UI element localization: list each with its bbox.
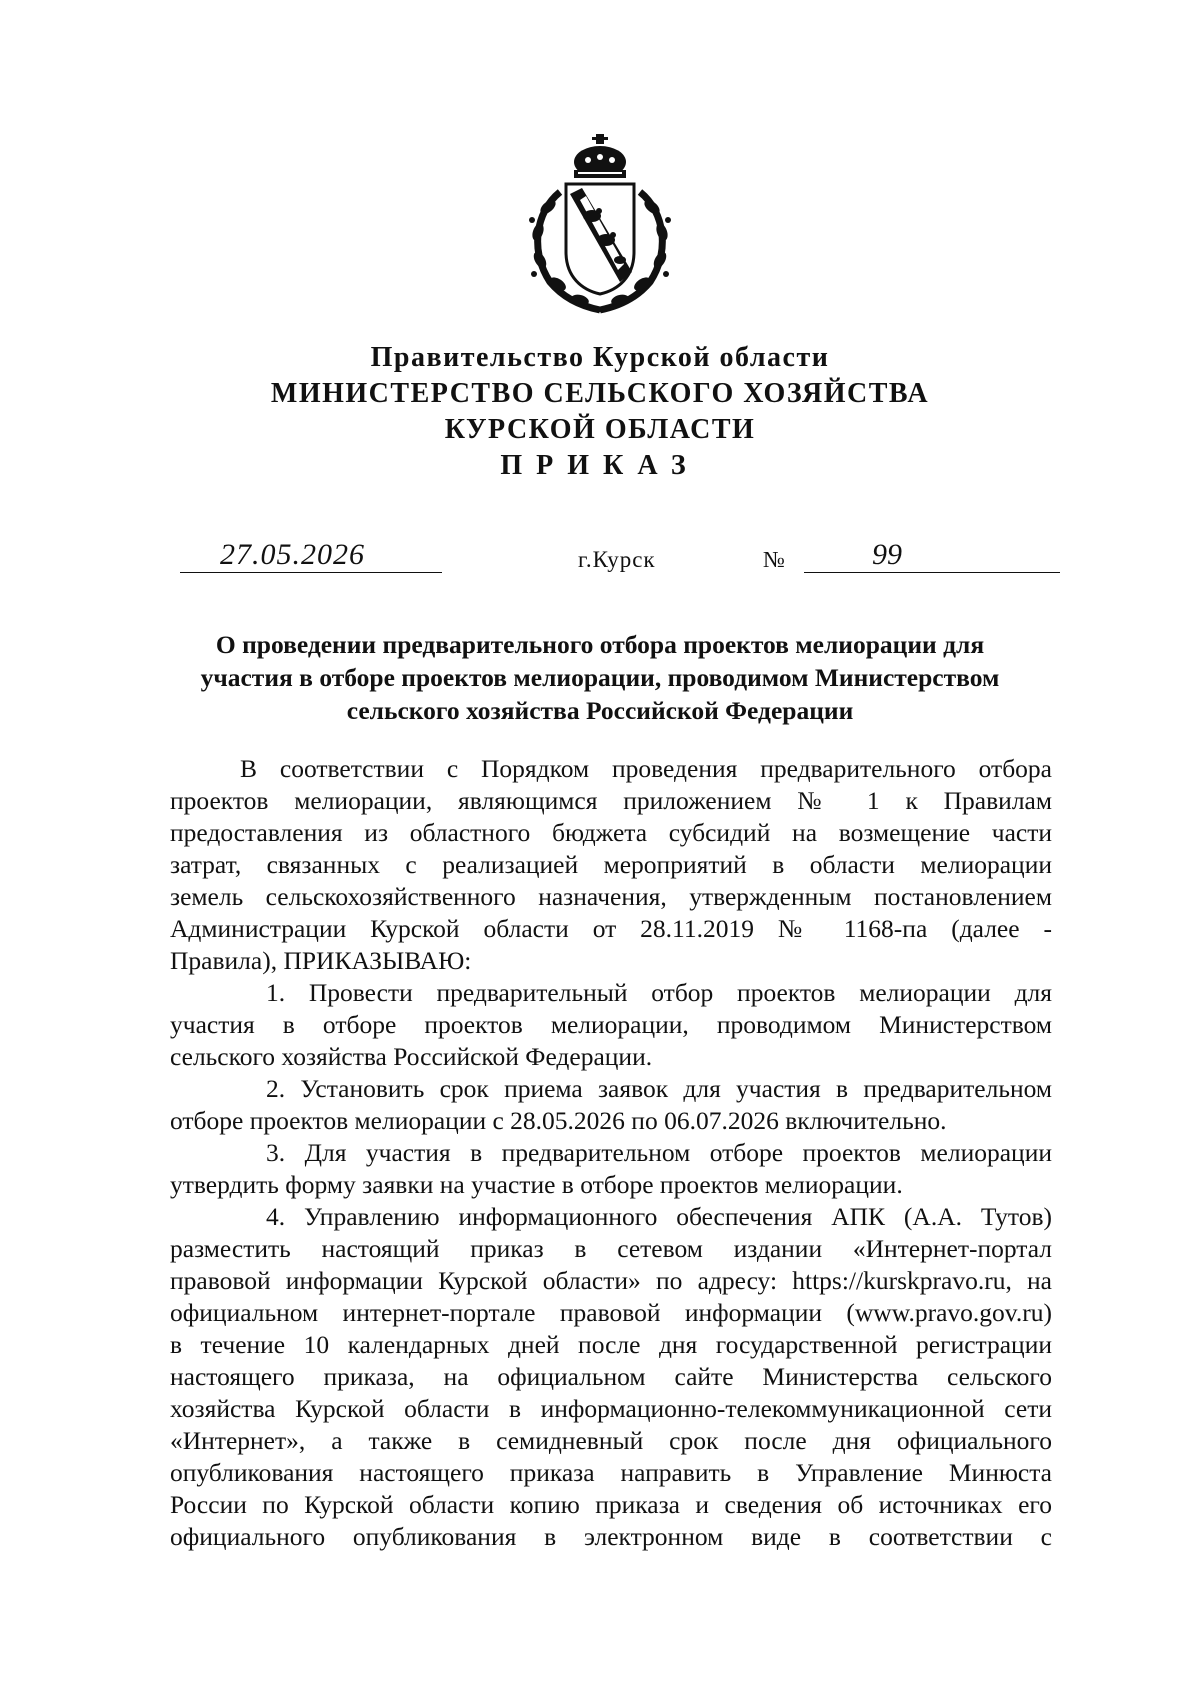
body-line: сельского хозяйства Российской Федерации. [170,1042,653,1071]
body-line: земель сельскохозяйственного назначения, утвержденным постановлением [170,882,1052,911]
body-line: официального опубликования в электронном виде в соответствии с [170,1522,1052,1551]
body-line: опубликования настоящего приказа направить в Управление Минюста [170,1458,1052,1487]
body-line: в течение 10 календарных дней после дня государственной регистрации [170,1330,1052,1359]
body-line: хозяйства Курской области в информационно-телекоммуникационной сети [170,1394,1052,1423]
body-line: утвердить форму заявки на участие в отборе проектов мелиорации. [170,1170,903,1199]
body-line: настоящего приказа, на официальном сайте Министерства сельского [170,1362,1052,1391]
document-meta-line [180,538,1060,585]
body-line: Администрации Курской области от 28.11.2019 № 1168-па (далее - [170,914,1052,943]
title-line: О проведении предварительного отбора проектов мелиорации для [215,630,985,659]
document-body [170,753,1052,1553]
city: г.Курск [578,547,656,572]
body-line: 1. Провести предварительный отбор проектов мелиорации для [266,978,1052,1007]
document-title [150,628,1050,727]
body-line: затрат, связанных с реализацией мероприятий в области мелиорации [170,850,1052,879]
government-name: Правительство Курской области [370,342,830,373]
body-line: предоставления из областного бюджета субсидий на возмещение части [170,818,1052,847]
body-line: 3. Для участия в предварительном отборе проектов мелиорации [266,1138,1052,1167]
body-line: 4. Управлению информационного обеспечения АПК (А.А. Тутов) [266,1202,1052,1231]
body-line: разместить настоящий приказ в сетевом издании «Интернет-портал [170,1234,1052,1263]
body-line: официальном интернет-портале правовой информации (www.pravo.gov.ru) [170,1298,1052,1327]
date-field [180,538,442,573]
body-line: правовой информации Курской области» по адресу: https://kurskpravo.ru, на [170,1266,1052,1295]
handwritten-number: 99 [872,538,902,571]
body-line: 2. Установить срок приема заявок для участия в предварительном [266,1074,1052,1103]
title-line: участия в отборе проектов мелиорации, проводимом Министерством [200,663,1000,692]
ministry-name-line2: КУРСКОЙ ОБЛАСТИ [444,414,756,445]
document-type: ПРИКАЗ [500,450,700,481]
number-sign: № [763,547,785,572]
body-line: Правила), ПРИКАЗЫВАЮ: [170,946,472,975]
body-line: В соответствии с Порядком проведения предварительного отбора [240,754,1052,783]
handwritten-date: 27.05.2026 [220,538,365,571]
title-line: сельского хозяйства Российской Федерации [346,696,854,725]
ministry-name-line1: МИНИСТЕРСТВО СЕЛЬСКОГО ХОЗЯЙСТВА [270,378,930,409]
body-line: проектов мелиорации, являющимся приложением № 1 к Правилам [170,786,1052,815]
body-line: участия в отборе проектов мелиорации, проводимом Министерством [170,1010,1052,1039]
kursk-coat-of-arms-icon [520,132,680,317]
body-line: России по Курской области копию приказа и сведения об источниках его [170,1490,1052,1519]
body-line: «Интернет», а также в семидневный срок после дня официального [170,1426,1052,1455]
number-field [804,538,1060,573]
body-line: отборе проектов мелиорации с 28.05.2026 по 06.07.2026 включительно. [170,1106,947,1135]
